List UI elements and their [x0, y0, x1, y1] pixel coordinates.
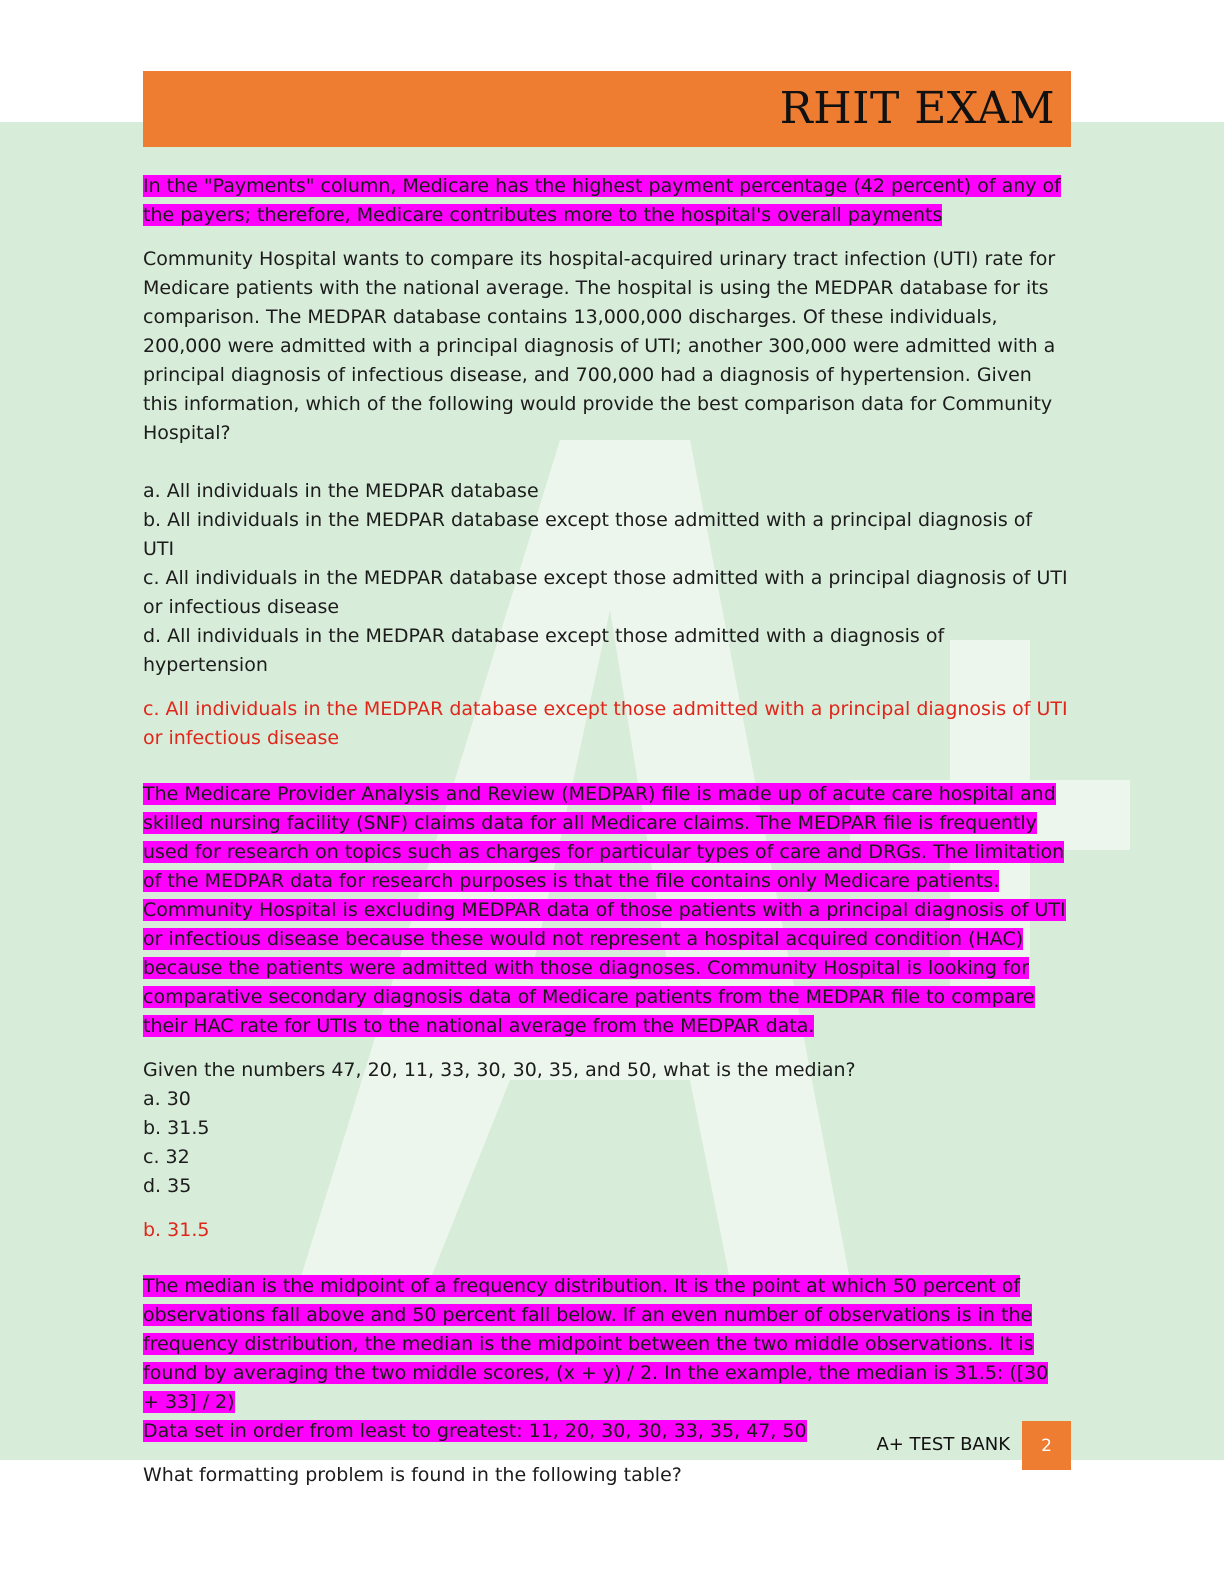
rationale-payments: In the "Payments" column, Medicare has the highest payment percentage (42 percent) of any of the payers; therefore, Medicare contributes more to the hospital's overall payments — [143, 175, 1061, 226]
option-b: b. 31.5 — [143, 1117, 210, 1139]
option-b: b. All individuals in the MEDPAR database except those admitted with a principal diagnosis of UTI — [143, 509, 1033, 560]
rationale-median-dataset: Data set in order from least to greatest: 11, 20, 30, 30, 33, 35, 47, 50 — [143, 1420, 807, 1442]
page-title: RHIT EXAM — [779, 83, 1055, 134]
footer-label: A+ TEST BANK — [876, 1434, 1010, 1455]
option-a: a. 30 — [143, 1088, 191, 1110]
question-formatting-stem: What formatting problem is found in the following table? — [143, 1464, 682, 1486]
option-c: c. All individuals in the MEDPAR database except those admitted with a principal diagnosis of UTI or infectious disease — [143, 567, 1068, 618]
page-number: 2 — [1022, 1421, 1071, 1470]
question-utilization-stem: Community Hospital wants to compare its hospital-acquired urinary tract infection (UTI) rate for Medicare patients with the national average. The hospital is using the MEDPAR database for its comparison. The MEDPAR database contains 13,000,000 discharges. Of these individuals, 200,000 were admitted with a principal diagnosis of UTI; another 300,000 were admitted with a principal diagnosis of infectious disease, and 700,000 had a diagnosis of hypertension. Given this information, which of the following would provide the best comparison data for Community Hospital? — [143, 248, 1056, 444]
answer-text: c. All individuals in the MEDPAR database except those admitted with a principal diagnosis of UTI or infectious disease — [143, 698, 1068, 749]
question-median-options — [143, 1085, 1068, 1201]
rationale-median: The median is the midpoint of a frequency distribution. It is the point at which 50 percent of observations fall above and 50 percent fall below. If an even number of observations is in the frequency distribution, the median is the midpoint between the two middle observations. It is found by averaging the two middle scores, (x + y) / 2. In the example, the median is 31.5: ([30 + 33] / 2) — [143, 1275, 1049, 1413]
document-body — [143, 172, 1068, 1505]
question-options — [143, 477, 1068, 680]
rationale-medpar: The Medicare Provider Analysis and Review (MEDPAR) file is made up of acute care hospital and skilled nursing facility (SNF) claims data for all Medicare claims. The MEDPAR file is frequently used for research on topics such as charges for particular types of care and DRGs. The limitation of the MEDPAR data for research purposes is that the file contains only Medicare patients. Community Hospital is excluding MEDPAR data of those patients with a principal diagnosis of UTI or infectious disease because these would not represent a hospital acquired condition (HAC) because the patients were admitted with those diagnoses. Community Hospital is looking for comparative secondary diagnosis data of Medicare patients from the MEDPAR file to compare their HAC rate for UTIs to the national average from the MEDPAR data. — [143, 783, 1066, 1037]
option-d: d. 35 — [143, 1175, 192, 1197]
option-d: d. All individuals in the MEDPAR database except those admitted with a diagnosis of hypertension — [143, 625, 945, 676]
option-c: c. 32 — [143, 1146, 190, 1168]
option-a: a. All individuals in the MEDPAR database — [143, 480, 539, 502]
question-median-stem: Given the numbers 47, 20, 11, 33, 30, 30, 35, and 50, what is the median? — [143, 1059, 856, 1081]
header-bar — [143, 71, 1071, 147]
answer-text: b. 31.5 — [143, 1219, 210, 1241]
